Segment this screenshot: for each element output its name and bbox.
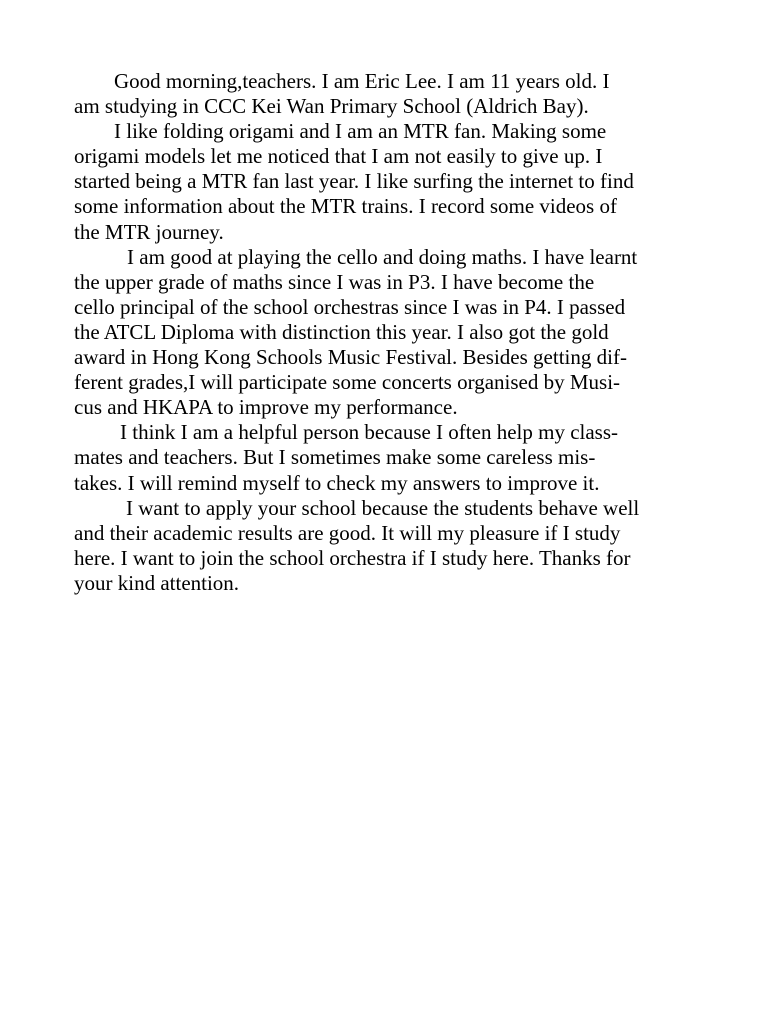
paragraph-2-line-1: I like folding origami and I am an MTR fan. Making some [114, 119, 607, 144]
paragraph-5-line-4: your kind attention. [74, 570, 240, 595]
paragraph-5-line-1: I want to apply your school because the students behave well [126, 495, 640, 520]
paragraph-3-line-2: the upper grade of maths since I was in P3. I have become the [74, 269, 595, 294]
paragraph-3-line-1: I am good at playing the cello and doing maths. I have learnt [127, 244, 638, 269]
paragraph-5-line-2: and their academic results are good. It will my pleasure if I study [74, 520, 621, 545]
paragraph-3-line-5: award in Hong Kong Schools Music Festival. Besides getting dif- [74, 345, 627, 370]
paragraph-2-line-3: started being a MTR fan last year. I like surfing the internet to find [74, 169, 634, 194]
paragraph-3-line-7: cus and HKAPA to improve my performance. [74, 395, 458, 420]
paragraph-4-line-1: I think I am a helpful person because I often help my class- [120, 420, 619, 445]
paragraph-3-line-3: cello principal of the school orchestras since I was in P4. I passed [74, 294, 626, 319]
paragraph-2-line-2: origami models let me noticed that I am not easily to give up. I [74, 144, 603, 169]
paragraph-4-line-2: mates and teachers. But I sometimes make some careless mis- [74, 445, 596, 470]
paragraph-1-line-2: am studying in CCC Kei Wan Primary School (Aldrich Bay). [74, 94, 589, 119]
paragraph-3-line-4: the ATCL Diploma with distinction this year. I also got the gold [74, 319, 609, 344]
paragraph-1-line-1: Good morning,teachers. I am Eric Lee. I am 11 years old. I [114, 69, 610, 93]
paragraph-5-line-3: here. I want to join the school orchestra if I study here. Thanks for [74, 545, 631, 570]
paragraph-3-line-6: ferent grades,I will participate some concerts organised by Musi- [74, 370, 621, 395]
document-body [74, 69, 698, 596]
paragraph-2-line-4: some information about the MTR trains. I record some videos of [74, 194, 617, 219]
paragraph-4-line-3: takes. I will remind myself to check my answers to improve it. [74, 470, 600, 495]
paragraph-2-line-5: the MTR journey. [74, 219, 224, 244]
